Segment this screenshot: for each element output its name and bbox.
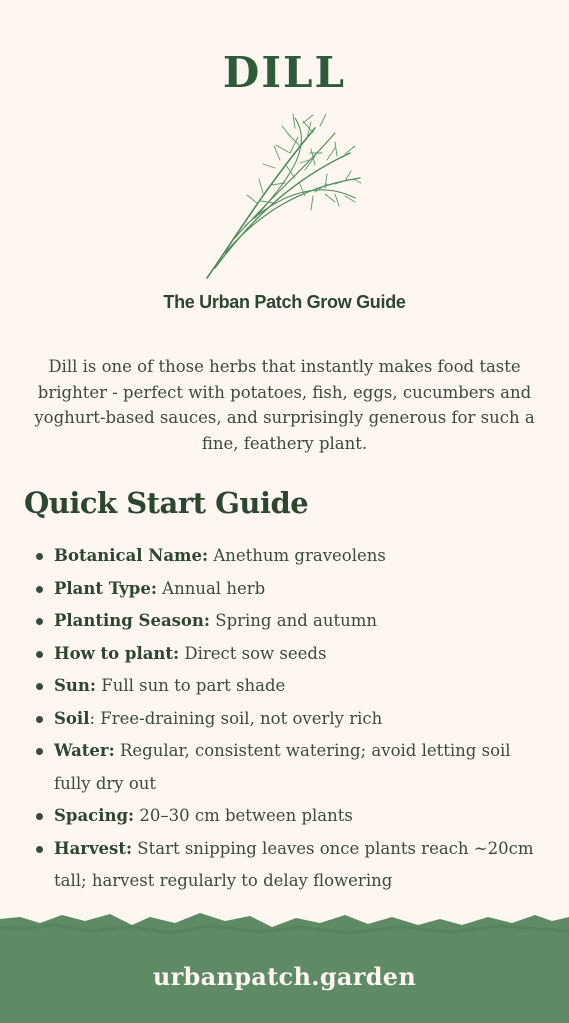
fact-value: : Free-draining soil, not overly rich: [89, 708, 383, 728]
fact-value: 20–30 cm between plants: [134, 806, 353, 825]
bullet-icon: [36, 651, 43, 658]
bullet-icon: [36, 553, 43, 560]
list-item: [22, 800, 542, 833]
fact-value: Full sun to part shade: [96, 676, 286, 695]
list-item: [22, 605, 542, 638]
quick-start-list: [22, 540, 542, 898]
fact-value: Regular, consistent watering; avoid letting soil fully dry out: [54, 741, 511, 793]
bullet-icon: [36, 683, 43, 690]
dill-sprig-icon: [195, 108, 370, 283]
list-item: [22, 638, 542, 671]
fact-value: Annual herb: [156, 578, 266, 598]
fact-label: Planting Season:: [54, 611, 211, 630]
bullet-icon: [36, 716, 43, 723]
list-item: [22, 670, 542, 703]
website-url[interactable]: urbanpatch.garden: [152, 962, 417, 991]
list-item: [22, 735, 542, 800]
list-item: [22, 540, 542, 573]
fact-value: Anethum graveolens: [208, 546, 386, 565]
fact-label: Botanical Name:: [54, 546, 209, 565]
fact-value: Spring and autumn: [210, 611, 378, 630]
fact-label: Plant Type:: [54, 578, 157, 598]
fact-value: Start snipping leaves once plants reach ~20cm tall; harvest regularly to delay flowering: [54, 838, 534, 890]
fact-label: Spacing:: [54, 806, 135, 825]
fact-label: Harvest:: [54, 838, 133, 858]
fact-value: Direct sow seeds: [179, 643, 327, 663]
fact-label: Water:: [54, 741, 115, 760]
bullet-icon: [36, 813, 43, 820]
page-title: DILL: [222, 48, 347, 97]
intro-paragraph: Dill is one of those herbs that instantly makes food taste brighter - perfect with potatoes, fish, eggs, cucumbers and yoghurt-based sauces, and surprisingly generous for such a fine, feathery plant.: [34, 357, 535, 453]
list-item: [22, 573, 542, 606]
bullet-icon: [36, 586, 43, 593]
list-item: [22, 703, 542, 736]
fact-label: How to plant:: [54, 643, 180, 663]
fact-label: Soil: [54, 708, 90, 728]
bullet-icon: [36, 618, 43, 625]
footer-banner: [0, 905, 569, 1023]
guide-subtitle: The Urban Patch Grow Guide: [163, 292, 406, 312]
bullet-icon: [36, 748, 43, 755]
bullet-icon: [36, 846, 43, 853]
fact-label: Sun:: [54, 676, 96, 695]
section-heading: Quick Start Guide: [24, 486, 309, 520]
list-item: [22, 833, 542, 898]
